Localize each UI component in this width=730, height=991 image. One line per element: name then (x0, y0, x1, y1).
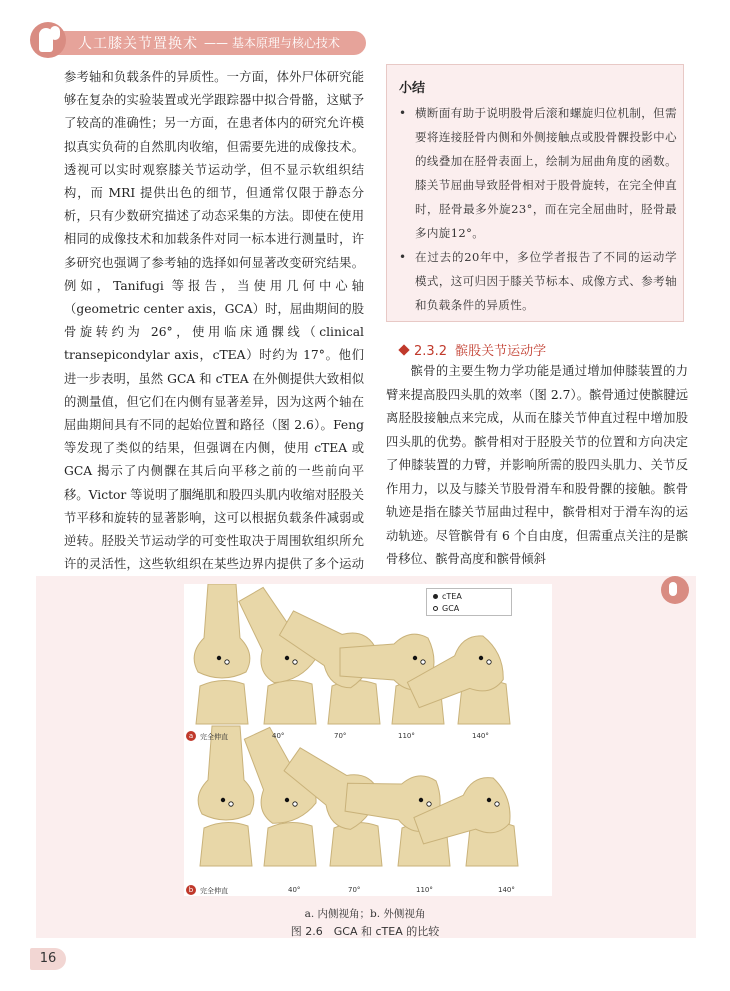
angle-label: 70° (348, 886, 361, 894)
tibia-shape (328, 680, 380, 724)
angle-label: 140° (498, 886, 515, 894)
panel-label: 完全伸直 (200, 733, 228, 741)
gca-marker (293, 802, 297, 806)
book-logo-icon (30, 22, 66, 58)
legend-item: GCA (433, 603, 505, 615)
gca-marker (293, 660, 297, 664)
ctea-marker (221, 798, 225, 802)
ctea-marker (487, 798, 491, 802)
diamond-bullet-icon (398, 344, 409, 355)
figure-caption: 图 2.6 GCA 和 cTEA 的比较 (290, 925, 440, 938)
gca-marker (229, 802, 233, 806)
section-title: 髌股关节运动学 (455, 344, 547, 359)
summary-box (386, 64, 684, 322)
femur-shape (194, 584, 250, 678)
section-heading (400, 340, 546, 359)
page-number: 16 (30, 948, 66, 970)
panel-letter-b: b (186, 885, 196, 895)
figure-subcaption: a. 内侧视角；b. 外侧视角 (304, 908, 426, 920)
tibia-shape (330, 822, 382, 866)
ctea-marker (479, 656, 483, 660)
body-paragraph: 参考轴和负载条件的异质性。一方面，体外尸体研究能够在复杂的实验装置或光学跟踪器中拟合骨骼，这赋予了较高的准确性；另一方面，在患者体内的研究允许模拟真实负荷的自然肌肉收缩，但需要先进的成像技术。透视可以实时观察膝关节运动学，但不显示软组织结构，而 MRI 提供出色的细节，但通常仅限于静态分析，只有少数研究描述了动态采集的方法。即使在使用相同的成像技术和加载条件对同一标本进行测量时，许多研究也强调了参考轴的选择如何显著改变研究结果。例如，Tanifugi 等报告，当使用几何中心轴（geometric center axis，GCA）时，屈曲期间的股骨旋转约为 26°，使用临床通髁线（clinical transepicondylar axis，cTEA）时约为 17°。他们进一步表明，虽然 GCA 和 cTEA 在外侧提供大致相似的测量值，但它们在内侧有显著差异，因为这两个轴在屈曲期间具有不同的起始位置和路径（图 2.6）。Feng 等发现了类似的结果，但强调在内侧，使用 cTEA 或 GCA 揭示了内侧髁在其后向平移之前的一些前向平移。Victor 等说明了腘绳肌和股四头肌内收缩对胫股关节平移和旋转的显著影响，这可以根据负载条件减弱或逆转。胫股关节运动学的可变性取决于周围软组织所允许的灵活性，这些软组织在某些边界内提供了多个运动 (64, 70, 364, 572)
summary-item: • 横断面有助于说明股骨后滚和螺旋归位机制，但需要将连接胫骨内侧和外侧接触点或股骨髁投影中心的线叠加在胫骨表面上，绘制为屈曲角度的函数。膝关节屈曲导致胫骨相对于股骨旋转，在完全伸直时，胫骨最多外旋23°，而在完全屈曲时，胫骨最多内旋12°。 (397, 101, 677, 245)
gca-marker (421, 660, 425, 664)
ctea-marker (413, 656, 417, 660)
book-title: 人工膝关节置换术 (78, 36, 198, 52)
gca-marker (487, 660, 491, 664)
right-column-text (386, 360, 688, 572)
angle-label: 140° (472, 732, 489, 740)
tibia-shape (264, 680, 316, 724)
angle-label: 70° (334, 732, 347, 740)
legend-item: cTEA (433, 591, 505, 603)
summary-list (397, 101, 677, 317)
figure-legend (426, 588, 512, 616)
tibia-shape (196, 680, 248, 724)
panel-label: 完全伸直 (200, 887, 228, 895)
ctea-marker (217, 656, 221, 660)
tibia-shape (200, 822, 252, 866)
knee-diagram (184, 584, 552, 896)
ctea-marker (285, 656, 289, 660)
angle-label: 110° (398, 732, 415, 740)
angle-label: 40° (272, 732, 285, 740)
left-column-text (64, 66, 364, 600)
panel-letter-a: a (186, 731, 196, 741)
summary-title: 小结 (399, 81, 426, 96)
angle-label: 40° (288, 886, 301, 894)
section-logo-icon (661, 576, 689, 604)
ctea-marker (285, 798, 289, 802)
gca-marker (495, 802, 499, 806)
gca-marker (225, 660, 229, 664)
tibia-shape (264, 822, 316, 866)
figure-image (184, 584, 552, 896)
ctea-marker (419, 798, 423, 802)
summary-item: • 在过去的20年中，多位学者报告了不同的运动学模式，这可归因于膝关节标本、成像方式、参考轴和负载条件的异质性。 (397, 245, 677, 317)
page-header (0, 0, 730, 62)
body-paragraph: 髌骨的主要生物力学功能是通过增加伸膝装置的力臂来提高股四头肌的效率（图 2.7）。髌骨通过使髌腱远离胫股接触点来完成，从而在膝关节伸直过程中增加股四头肌的优势。髌骨相对于胫股关节的位置和方向决定了伸膝装置的力臂，并影响所需的股四头肌力、关节反作用力，以及与膝关节股骨滑车和股骨髁的接触。髌骨轨迹是指在膝关节屈曲过程中，髌骨相对于滑车沟的运动轨迹。尽管髌骨有 6 个自由度，但需重点关注的是髌骨移位、髌骨高度和髌骨倾斜 (386, 364, 688, 566)
angle-label: 110° (416, 886, 433, 894)
gca-marker (427, 802, 431, 806)
book-subtitle: —— 基本原理与核心技术 (204, 36, 340, 50)
section-number: 2.3.2 (414, 344, 448, 359)
